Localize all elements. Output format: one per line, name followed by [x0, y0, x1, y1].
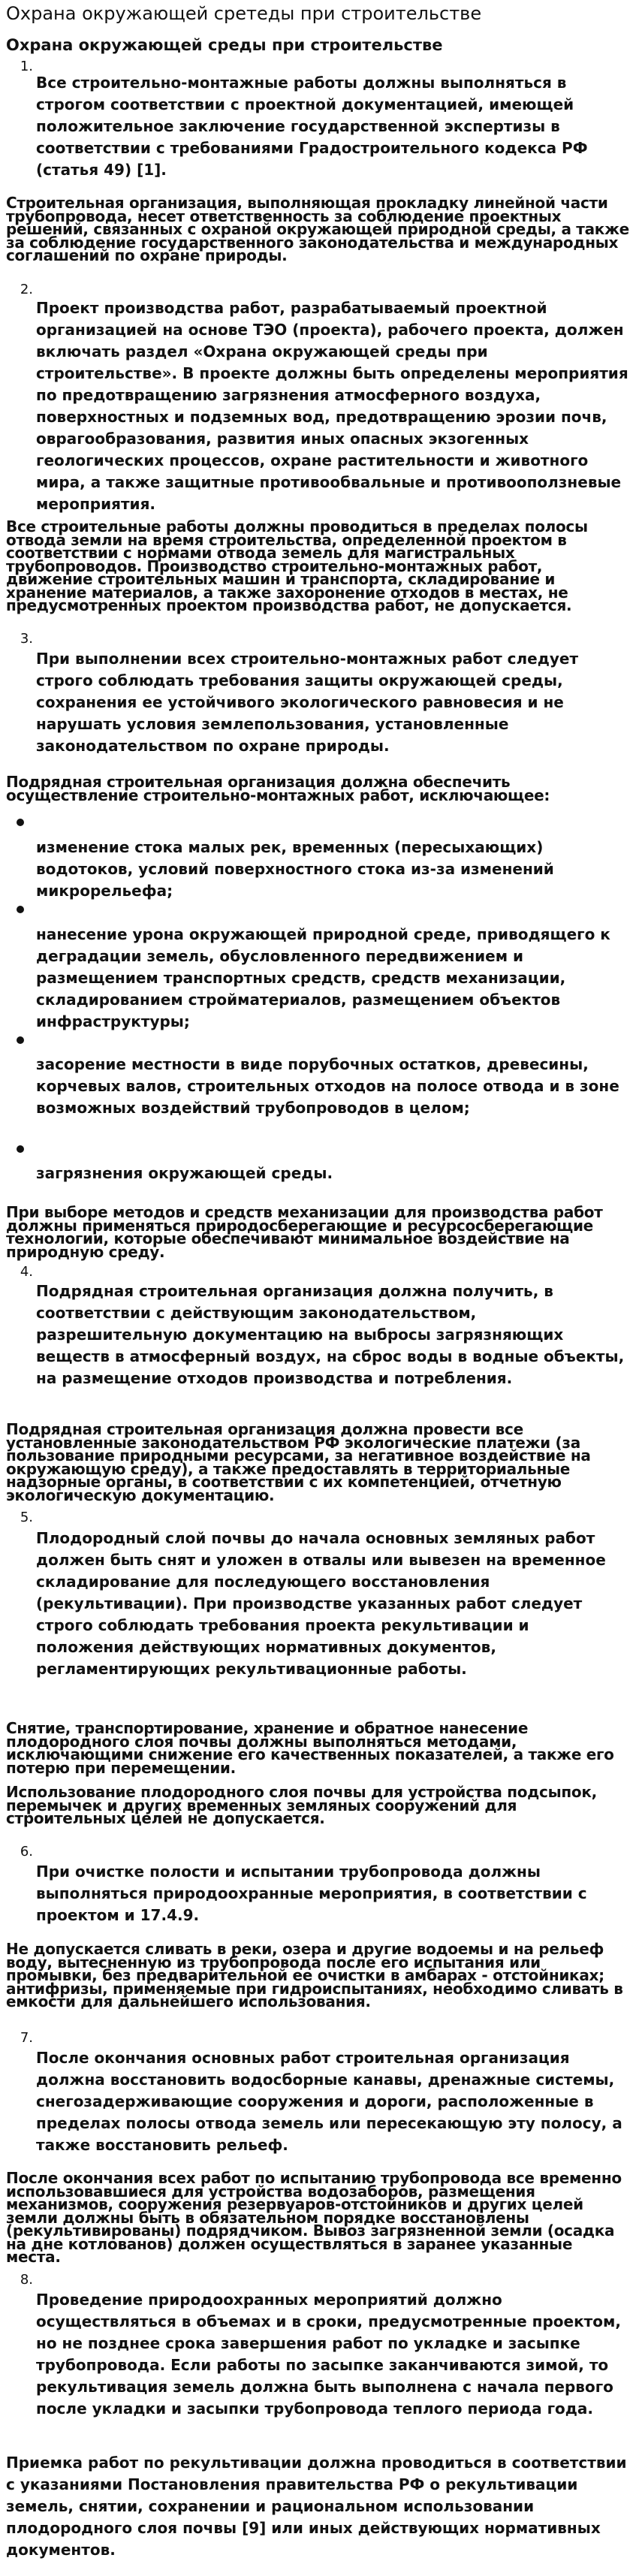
bullet-dot [17, 1145, 24, 1153]
list-item-number: 4. [20, 1264, 33, 1280]
section-heading: Охрана окружающей среды при строительстве [6, 36, 443, 54]
paragraph: После окончания всех работ по испытанию трубопровода все временно использовавшиеся для устройства водозаборов, размещения механизмов, сооружения резервуаров-отстойников и других целей земли должны быть в обязательном порядке восстановлены (рекультивированы) подрядчиком. Вывоз загрязненной земли (осадка на дне котлованов) должен осуществляться в заранее указанные места. [6, 2169, 622, 2266]
list-item: После окончания основных работ строительная организация должна восстановить водосборные канавы, дренажные системы, снегозадерживающие сооружения и дороги, расположенные в пределах полосы отвода земель или пересекающую эту полосу, а также восстановить рельеф. [36, 2049, 622, 2154]
paragraph: Все строительные работы должны проводиться в пределах полосы отвода земли на время строительства, определенной проектом в соответствии с нормами отвода земель для магистральных трубопроводов. Производство строительно-монтажных работ, движение строительных машин и транспорта, складирование и хранение материалов, а также захоронение отходов в местах, не предусмотренных проектом производства работ, не допускается. [6, 517, 588, 614]
paragraph: Снятие, транспортирование, хранение и обратное нанесение плодородного слоя почвы должны выполняться методами, исключающими снижение его качественных показателей, а также его потерю при перемещении. [6, 1719, 614, 1777]
bullet-dot [17, 819, 24, 826]
list-item-number: 2. [20, 282, 33, 297]
bullet-item: изменение стока малых рек, временных (пересыхающих) водотоков, условий поверхностного стока из-за изменений микрорельефа; [36, 838, 554, 900]
list-item-number: 6. [20, 1844, 33, 1860]
list-item-number: 8. [20, 2272, 33, 2288]
list-item: Все строительно-монтажные работы должны выполняться в строгом соответствии с проектной документацией, имеющей положительное заключение государственной экспертизы в соответствии с требованиями Градостроительного кодекса РФ (статья 49) [1]. [36, 74, 588, 179]
list-item-number: 5. [20, 1510, 33, 1525]
paragraph: При выборе методов и средств механизации для производства работ должны применяться природосберегающие и ресурсосберегающие технологии, которые обеспечивают минимальное воздействие на природную среду. [6, 1203, 603, 1261]
list-item: Проект производства работ, разрабатываемый проектной организацией на основе ТЭО (проекта), рабочего проекта, должен включать раздел «Охрана окружающей среды при строительстве». В проекте должны быть определены мероприятия по предотвращению загрязнения атмосферного воздуха, поверхностных и подземных вод, предотвращению эрозии почв, оврагообразования, развития иных опасных экзогенных геологических процессов, охране растительности и животного мира, а также защитные противообвальные и противооползневые мероприятия. [36, 299, 628, 513]
list-item: При выполнении всех строительно-монтажных работ следует строго соблюдать требования защиты окружающей среды, сохранения ее устойчивого экологического равновесия и не нарушать условия землепользования, установленные законодательством по охране природы. [36, 650, 579, 755]
bullet-item: засорение местности в виде порубочных остатков, древесины, корчевых валов, строительных отходов на полосе отвода и в зоне возможных воздействий трубопроводов в целом; [36, 1055, 619, 1117]
paragraph: Не допускается сливать в реки, озера и другие водоемы и на рельеф воду, вытесненную из трубопровода после его испытания или промывки, без предварительной ее очистки в амбарах - отстойниках; антифризы, применяемые при гидроиспытаниях, необходимо сливать в емкости для дальнейшего использования. [6, 1940, 623, 2010]
bullet-item: нанесение урона окружающей природной среде, приводящего к деградации земель, обусловленного передвижением и размещением транспортных средств, средств механизации, складированием стройматериалов, размещением объектов инфраструктуры; [36, 925, 610, 1030]
bullet-dot [17, 906, 24, 913]
list-item: Подрядная строительная организация должна получить, в соответствии с действующим законодательством, разрешительную документацию на выбросы загрязняющих веществ в атмосферный воздух, на сброс воды в водные объекты, на размещение отходов производства и потребления. [36, 1282, 625, 1387]
list-item: При очистке полости и испытании трубопровода должны выполняться природоохранные мероприятия, в соответствии с проектом и 17.4.9. [36, 1863, 587, 1924]
list-item: Плодородный слой почвы до начала основных земляных работ должен быть снят и уложен в отвалы или вывезен на временное складирование для последующего восстановления (рекультивации). При производстве указанных работ следует строго соблюдать требования проекта рекультивации и положения действующих нормативных документов, регламентирующих рекультивационные работы. [36, 1529, 606, 1678]
list-item-number: 7. [20, 2030, 33, 2046]
bullet-dot [17, 1036, 24, 1044]
page-title: Охрана окружающей сретеды при строительстве [6, 3, 482, 24]
paragraph: Подрядная строительная организация должна обеспечить осуществление строительно-монтажных работ, исключающее: [6, 773, 550, 804]
paragraph: Подрядная строительная организация должна провести все установленные законодательством РФ экологические платежи (за пользование природными ресурсами, за негативное воздействие на окружающую среду), а также предоставлять в территориальные надзорные органы, в соответствии с их компетенцией, отчетную экологическую документацию. [6, 1420, 591, 1504]
list-item-number: 3. [20, 631, 33, 647]
list-item-number: 1. [20, 59, 33, 74]
paragraph: Использование плодородного слоя почвы для устройства подсыпок, перемычек и других временных земляных сооружений для строительных целей не допускается. [6, 1783, 597, 1827]
paragraph: Приемка работ по рекультивации должна проводиться в соответствии с указаниями Постановления правительства РФ о рекультивации земель, снятии, сохранении и рациональном использовании плодородного слоя почвы [9] или иных действующих нормативных документов. [6, 2454, 627, 2559]
list-item: Проведение природоохранных мероприятий должно осуществляться в объемах и в сроки, предусмотренные проектом, но не позднее срока завершения работ по укладке и засыпке трубопровода. Если работы по засыпке заканчиваются зимой, то рекультивация земель должна быть выполнена с начала первого после укладки и засыпки трубопровода теплого периода года. [36, 2291, 621, 2418]
paragraph: Строительная организация, выполняющая прокладку линейной части трубопровода, несет ответственность за соблюдение проектных решений, связанных с охраной окружающей природной среды, а также за соблюдение государственного законодательства и международных соглашений по охране природы. [6, 194, 629, 264]
bullet-item: загрязнения окружающей среды. [36, 1164, 333, 1182]
